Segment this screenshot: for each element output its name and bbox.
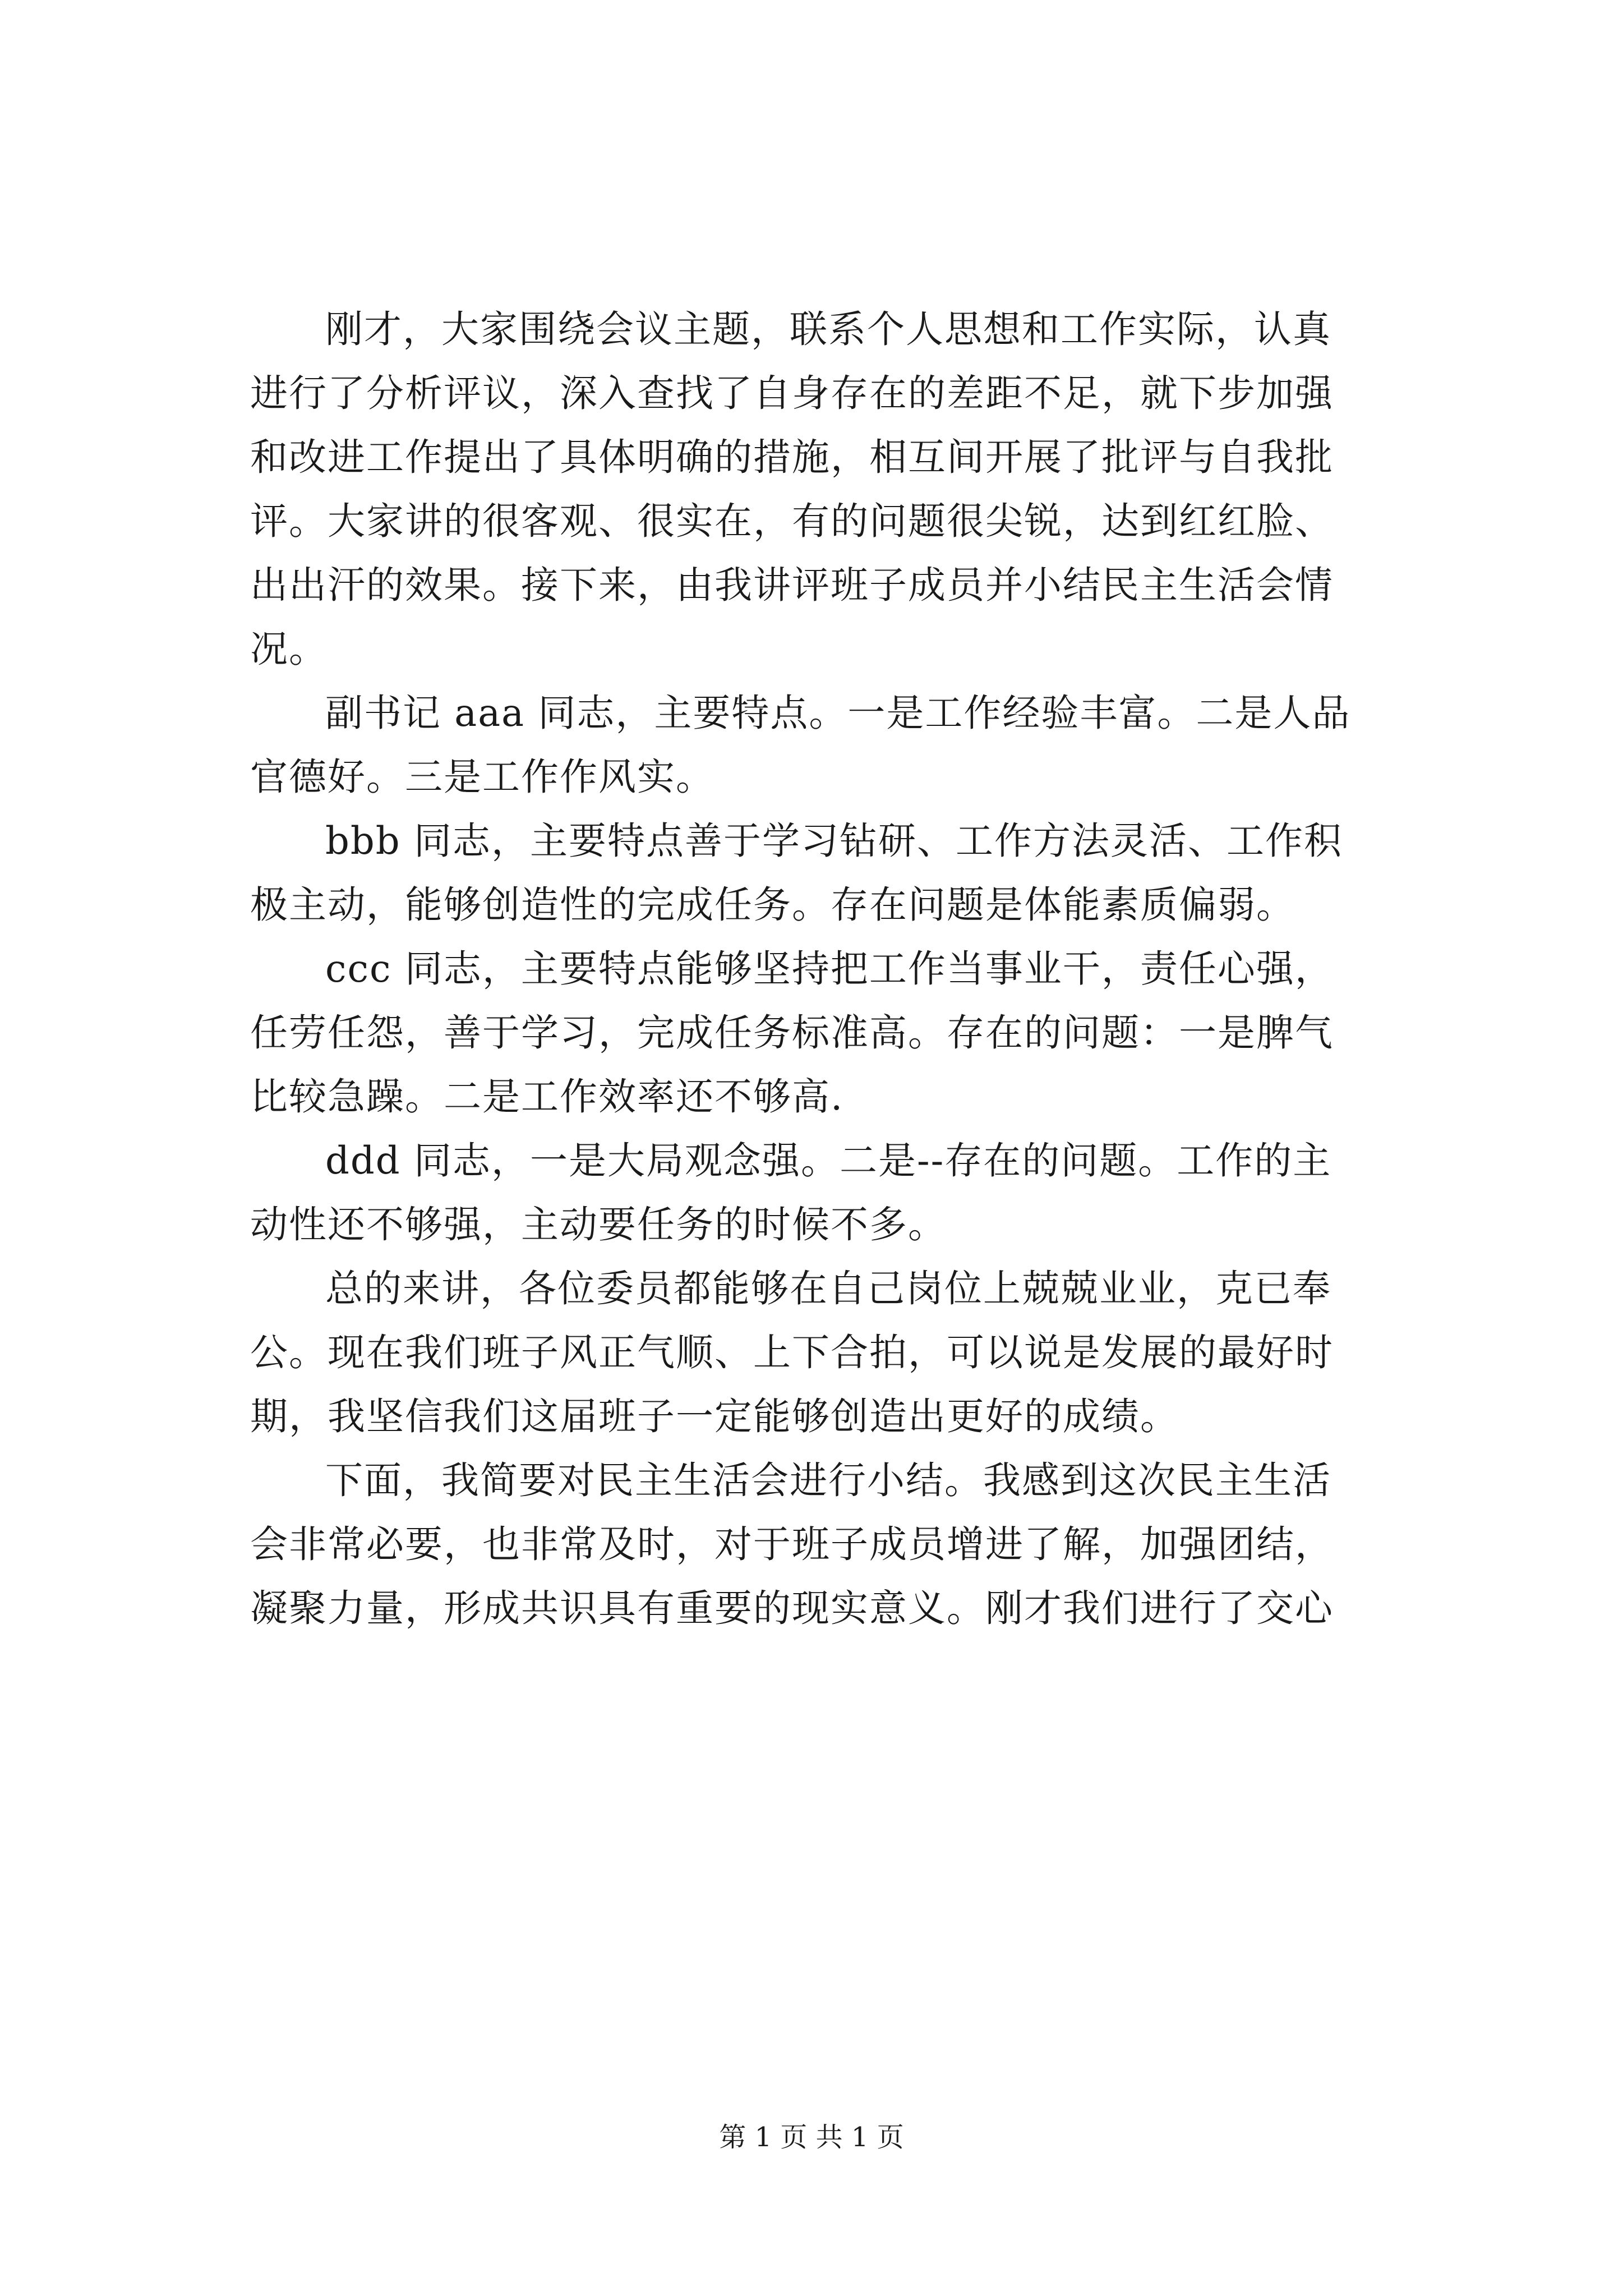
text-line: ddd 同志，一是大局观念强。二是--存在的问题。工作的主 (325, 1139, 1332, 1182)
text-line: bbb 同志，主要特点善于学习钻研、工作方法灵活、工作积 (325, 819, 1343, 863)
paragraph-conclusion (250, 1448, 1428, 1640)
document-body (250, 297, 1428, 1640)
text-line: 官德好。三是工作作风实。 (250, 755, 714, 799)
text-line: 公。现在我们班子风正气顺、上下合拍，可以说是发展的最好时 (250, 1331, 1334, 1374)
text-line: 总的来讲，各位委员都能够在自己岗位上兢兢业业，克已奉 (325, 1267, 1331, 1310)
text-line: 出出汗的效果。接下来，由我讲评班子成员并小结民主生活会情 (250, 563, 1334, 607)
text-line: 和改进工作提出了具体明确的措施，相互间开展了批评与自我批 (250, 435, 1334, 479)
text-line: 评。大家讲的很客观、很实在，有的问题很尖锐，达到红红脸、 (250, 499, 1334, 543)
paragraph-bbb (250, 809, 1428, 937)
text-line: 副书记 aaa 同志，主要特点。一是工作经验丰富。二是人品 (325, 691, 1351, 735)
paragraph-aaa (250, 681, 1428, 809)
page-number: 第 1 页 共 1 页 (719, 2122, 904, 2153)
text-line: ccc 同志，主要特点能够坚持把工作当事业干，责任心强， (325, 947, 1334, 991)
text-line: 期，我坚信我们这届班子一定能够创造出更好的成绩。 (250, 1395, 1179, 1438)
text-line: 动性还不够强，主动要任务的时候不多。 (250, 1203, 947, 1246)
paragraph-ddd (250, 1129, 1428, 1257)
paragraph-summary (250, 1257, 1428, 1448)
text-line: 任劳任怨，善于学习，完成任务标准高。存在的问题：一是脾气 (250, 1011, 1334, 1055)
text-line: 凝聚力量，形成共识具有重要的现实意义。刚才我们进行了交心 (250, 1586, 1334, 1630)
text-line: 极主动，能够创造性的完成任务。存在问题是体能素质偏弱。 (250, 883, 1295, 927)
text-line: 会非常必要，也非常及时，对于班子成员增进了解，加强团结， (250, 1522, 1334, 1566)
paragraph-opening (250, 297, 1428, 681)
page-footer (0, 2120, 1623, 2154)
paragraph-ccc (250, 937, 1428, 1129)
text-line: 比较急躁。二是工作效率还不够高. (250, 1075, 844, 1119)
text-line: 进行了分析评议，深入查找了自身存在的差距不足，就下步加强 (250, 371, 1334, 415)
text-line: 下面，我简要对民主生活会进行小结。我感到这次民主生活 (325, 1458, 1331, 1502)
text-line: 刚才，大家围绕会议主题，联系个人思想和工作实际，认真 (325, 307, 1331, 351)
text-line: 况。 (250, 627, 328, 671)
